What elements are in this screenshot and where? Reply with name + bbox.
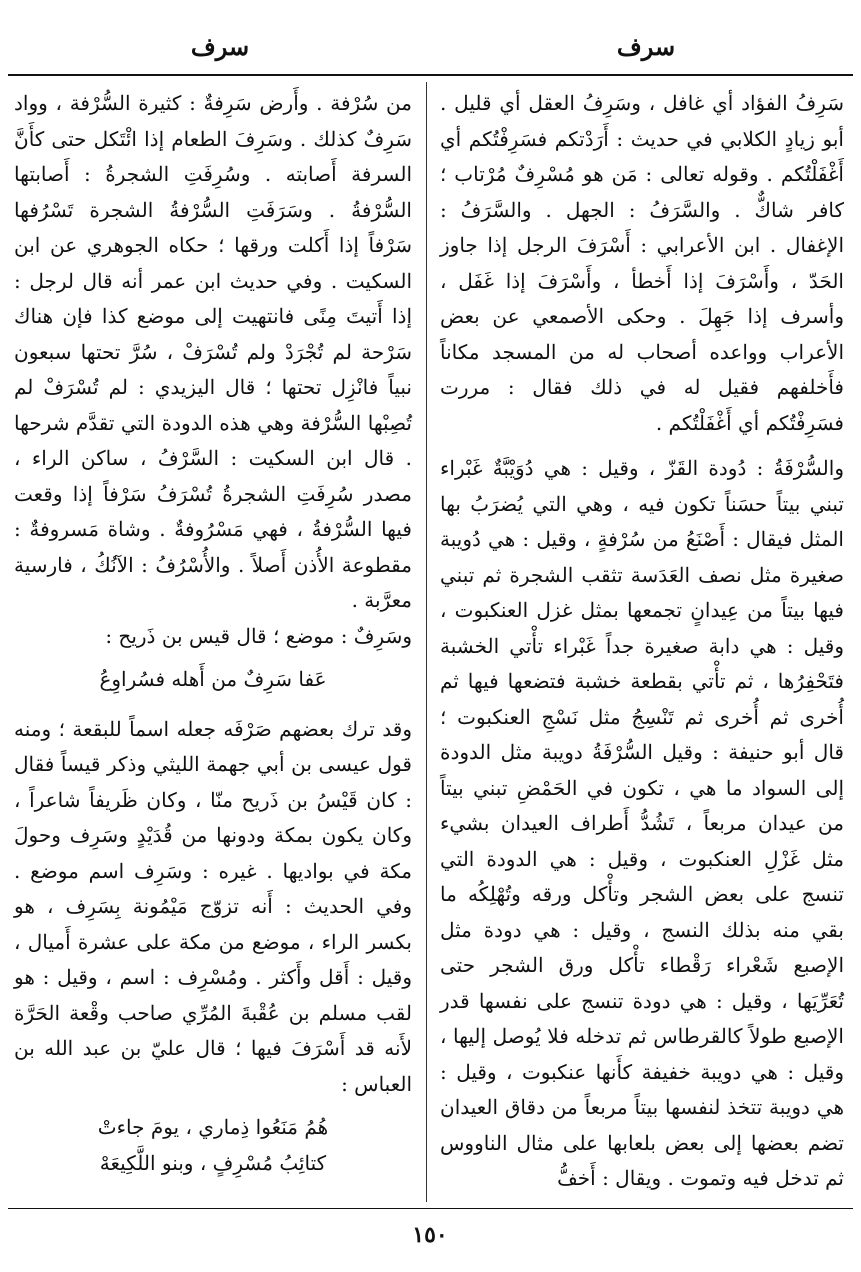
paragraph-sarif-usage: وقد ترك بعضهم صَرْفَه جعله اسماً للبقعة ؛ ومنه قول عيسى بن أبي جهمة الليثي وذكر قيساً فقال : كان قَيْسُ بن ذَريح منّا ، وكان ظَريفاً شاعراً ، وكان يكون بمكة ودونها من قُدَيْدٍ وسَرِف وحولَ مكة في بواديها . غيره : وسَرِف اسم موضع . وفي الحديث : أَنه تزوّج مَيْمُونة بِسَرِف ، هو بكسر الراء ، موضع من مكة على عشرة أَميال ، وقيل : أَقل وأَكثر . ومُسْرِف : اسم ، وقيل : هو لقب مسلم بن عُقْبةَ المُرِّي صاحب وقْعة الحَرَّة لأَنه قد أَسْرَفَ فيها ؛ قال عليّ بن عبد الله بن العباس :	[14, 716, 412, 1096]
paragraph-sarif-place: وسَرِفٌ : موضع ؛ قال قيس بن ذَريح :	[105, 623, 412, 648]
paragraph-surfa-worm: والسُّرْفَةُ : دُودة القَزّ ، وقيل : هي دُوَيْبَّةٌ غَبْراء تبني بيتاً حسَناً تكون فيه ، وهي التي يُضرَبُ بها المثل فيقال : أَصْنَعُ من سُرْفةٍ ، وقيل : هي دُويبة صغيرة مثل نصف العَدَسة تثقب الشجرة ثم تبني فيها بيتاً من عِيدانٍ تجمعها بمثل غزل العنكبوت ، وقيل : هي دابة صغيرة جداً غَبْراء تأْتي الخشبة فتَحْفِرُها ، ثم تأْتي بقطعة خشبة فتضعها فيها ثم أُخرى ثم أُخرى ثم تَنْسِجُ مثل نَسْجِ العنكبوت ؛ قال أبو حنيفة : وقيل السُّرْفَةُ دويبة مثل الدودة إلى السواد ما هي ، تكون في الحَمْضِ تبني بيتاً من عيدان مربعاً ، تَشُدُّ أَطراف العيدان بشيء مثل غَزْلِ العنكبوت ، وقيل : هي الدودة التي تنسج على بعض الشجر وتأْكل ورقه وتُهْلِكُه ما بقي منه بذلك النسج ، وقيل : هي دودة مثل الإصبع شَعْراء رَقْطاء تأْكل ورق الشجر حتى تُعَرِّيَها ، وقيل : هي دودة تنسج على نفسها قدر الإصبع طولاً كالقرطاس ثم تدخله فلا يُوصل إليها ، وقيل : هي دويبة خفيفة كأَنها عنكبوت ، وقيل : هي دويبة تتخذ لنفسها بيتاً مربعاً من دقاق العيدان تضم بعضها إلى بعض بلعابها على مثال الناووس ثم تدخل فيه وتموت . ويقال : أَخفُّ	[440, 456, 845, 1190]
footer-rule	[8, 1208, 853, 1209]
paragraph-sarif-meanings: سَرِفُ الفؤاد أي غافل ، وسَرِفُ العقل أي قليل . أبو زيادٍ الكلابي في حديث : أَرَدْتكم فسَرِفْتُكم أي أَغْفَلْتُكم . وقوله تعالى : مَن هو مُسْرِفٌ مُرْتاب ؛ كافر شاكٌّ . والسَّرَفُ : الجهل . والسَّرَفُ : الإغفال . ابن الأعرابي : أَسْرَفَ الرجل إذا جاوز الحَدّ ، وأَسْرَفَ إذا أَخطأ ، وأَسْرَفَ إذا غَفَل ، وأسرف إذا جَهِلَ . وحكى الأصمعي عن بعض الأعراب وواعده أصحاب له من المسجد مكاناً فأَخلفهم فقيل له في ذلك فقال : مررت فسَرِفْتُكم أي أَغْفَلْتُكم .	[440, 91, 844, 435]
header-rule	[8, 74, 853, 76]
paragraph-surfa-continued: من سُرْفة . وأَرض سَرِفةٌ : كثيرة السُّرْفة ، وواد سَرِفٌ كذلك . وسَرِفَ الطعام إذا ائْتَكل حتى كأَنَّ السرفة أَصابته . وسُرِفَتِ الشجرةُ : أَصابتها السُّرْفةُ . وسَرَفَتِ السُّرْفةُ الشجرة تَسْرُفها سَرْفاً إذا أَكلت ورقها ؛ حكاه الجوهري عن ابن السكيت . وفي حديث ابن عمر أنه قال لرجل : إذا أَتيتَ مِنًى فانتهيت إلى موضع كذا فإن هناك سَرْحة لم تُجْرَدْ ولم تُسْرَفْ ، سُرَّ تحتها سبعون نبياً فانْزِل تحتها ؛ قال اليزيدي : لم تُسْرَفْ لم تُصِبْها السُّرْفة وهي هذه الدودة التي تقدَّم شرحها . قال ابن السكيت : السَّرْفُ ، ساكن الراء ، مصدر سُرِفَتِ الشجرةُ تُسْرَفُ سَرْفاً إذا وقعت فيها السُّرْفةُ ، فهي مَسْرُوفةٌ . وشاة مَسروفةٌ : مقطوعة الأُذن أَصلاً . والأُسْرُفُ : الآنُكُ ، فارسية معرَّبة .	[14, 91, 412, 612]
right-column	[440, 86, 844, 1197]
verse-qays: عَفا سَرِفٌ من أَهله فسُراوِعُ	[99, 667, 327, 691]
left-column	[14, 86, 412, 1195]
verse-ali-line-1: هُمُ مَنَعُوا ذِماري ، يومَ جاءتْ	[97, 1115, 329, 1139]
headword-left: سرف	[190, 32, 250, 61]
page-number: ١٥٠	[412, 1222, 448, 1248]
column-divider	[426, 82, 427, 1202]
headword-right: سرف	[616, 32, 676, 61]
page-header	[0, 28, 861, 68]
verse-ali-line-2: كتائِبُ مُسْرِفٍ ، وبنو اللَّكِيعَهْ	[99, 1150, 327, 1175]
